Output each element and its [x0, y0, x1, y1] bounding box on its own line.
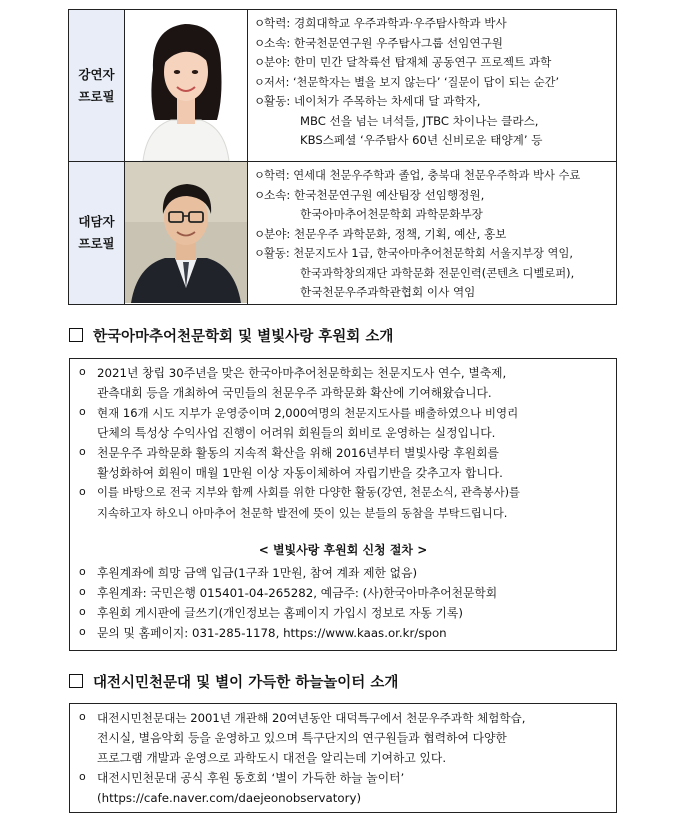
checkbox-square-icon: [69, 328, 83, 342]
info-value: 네이처가 주목하는 차세대 달 과학자,: [294, 94, 481, 108]
speaker-info-line: ㅇ학력: 경희대학교 우주과학과·우주탐사학과 박사: [254, 16, 507, 30]
section1-line: 단체의 특성상 수익사업 진행이 어려워 회원들의 회비로 운영하는 실정입니다.: [97, 426, 496, 440]
interviewer-photo: [125, 162, 248, 304]
speaker-photo: [125, 10, 248, 161]
speaker-info-line: ㅇ활동: 네이처가 주목하는 차세대 달 과학자,: [254, 94, 481, 108]
info-value: 한국천문연구원 예산팀장 선임행정원,: [294, 187, 485, 202]
info-key: 활동:: [264, 247, 290, 260]
info-key: 학력:: [264, 16, 291, 30]
section2-line: 프로그램 개발과 운영으로 과학도시 대전을 알리는데 기여하고 있다.: [97, 751, 447, 765]
procedure-line: 후원계좌: 국민은행 015401-04-265282, 예금주: (사)한국아마추어천문학회: [97, 586, 498, 600]
interviewer-label-line1: 대담자: [78, 214, 115, 229]
section2-heading: [69, 671, 398, 692]
section1-line: 관측대회 등을 개최하여 국민들의 천문우주 과학문화 확산에 기여해왔습니다.: [97, 386, 492, 400]
speaker-info-line: ㅇ분야: 한미 민간 달착륙선 탑재체 공동연구 프로젝트 과학: [254, 55, 552, 69]
section1-heading-text: 한국아마추어천문학회 및 별빛사랑 후원회 소개: [93, 329, 394, 345]
info-value: 경희대학교 우주과학과·우주탐사학과 박사: [294, 16, 507, 30]
info-key: 소속:: [264, 35, 291, 50]
speaker-label-line2: 프로필: [78, 88, 115, 104]
speaker-profile-row: [69, 10, 616, 162]
checkbox-square-icon: [69, 674, 83, 688]
section2-line: 대전시민천문대는 2001년 개관해 20여년동안 대덕특구에서 천문우주과학 체험학습,: [97, 711, 526, 725]
info-value: 천문지도사 1급, 한국아마추어천문학회 서울지부장 역임,: [293, 247, 573, 260]
speaker-info-line: ㅇ소속: 한국천문연구원 우주탐사그룹 선임연구원: [254, 35, 503, 50]
section1-heading: [69, 325, 393, 346]
section1-line: 2021년 창립 30주년을 맞은 한국아마추어천문학회는 천문지도사 연수, 별축제,: [97, 366, 507, 380]
interviewer-portrait-image: [125, 162, 247, 303]
bullet-icon: o: [79, 485, 86, 498]
interviewer-info-line: 한국천문우주과학관협회 이사 역임: [300, 285, 476, 299]
procedure-line: 후원계좌에 희망 금액 입금(1구좌 1만원, 참여 계좌 제한 없음): [97, 566, 418, 580]
speaker-portrait-image: [125, 10, 247, 161]
bullet-icon: o: [79, 565, 86, 578]
section2-box: [69, 703, 617, 813]
info-value: 한국천문연구원 우주탐사그룹 선임연구원: [294, 35, 503, 50]
bullet-icon: o: [79, 585, 86, 598]
bullet-icon: o: [79, 710, 86, 723]
interviewer-info-line: ㅇ소속: 한국천문연구원 예산팀장 선임행정원,: [254, 187, 485, 202]
interviewer-profile-row: [69, 162, 616, 304]
bullet-icon: o: [79, 625, 86, 638]
bullet-icon: o: [79, 605, 86, 618]
interviewer-info-line: 한국아마추어천문학회 과학문화부장: [300, 207, 483, 221]
section2-line: 대전시민천문대 공식 후원 동호회 ‘별이 가득한 하늘 놀이터’: [97, 771, 405, 785]
section1-box: [69, 358, 617, 651]
section1-line: 이를 바탕으로 전국 지부와 함께 사회를 위한 다양한 활동(강연, 천문소식, 관측봉사)를: [97, 486, 520, 499]
speaker-info-line: KBS스페셜 ‘우주탐사 60년 신비로운 태양계’ 등: [300, 133, 543, 147]
section2-heading-text: 대전시민천문대 및 별이 가득한 하늘놀이터 소개: [93, 675, 399, 691]
info-key: 활동:: [264, 94, 291, 108]
info-key: 분야:: [264, 55, 291, 69]
info-key: 분야:: [264, 226, 291, 241]
info-key: 학력:: [264, 169, 290, 182]
interviewer-info-line: ㅇ학력: 연세대 천문우주학과 졸업, 충북대 천문우주학과 박사 수료: [254, 169, 581, 182]
info-value: 천문우주 과학문화, 정책, 기획, 예산, 홍보: [294, 226, 507, 241]
speaker-label-line1: 강연자: [78, 66, 115, 82]
interviewer-info-line: ㅇ분야: 천문우주 과학문화, 정책, 기획, 예산, 홍보: [254, 226, 507, 241]
interviewer-info-line: 한국과학창의재단 과학문화 전문인력(콘텐츠 디벨로퍼),: [300, 266, 575, 280]
section1-line: 활성화하여 회원이 매월 1만원 이상 자동이체하여 자립기반을 갖추고자 합니다.: [97, 466, 503, 480]
bullet-icon: o: [79, 365, 86, 378]
bullet-icon: o: [79, 445, 86, 458]
section2-line: 전시실, 별음악회 등을 운영하고 있으며 특구단지의 연구원들과 협력하여 다양한: [97, 731, 507, 745]
interviewer-info: [248, 162, 616, 304]
cafe-link[interactable]: (https://cafe.naver.com/daejeonobservatory): [97, 791, 362, 805]
section1-line: 천문우주 과학문화 활동의 지속적 확산을 위해 2016년부터 별빛사랑 후원회를: [97, 446, 499, 460]
bullet-icon: o: [79, 405, 86, 418]
info-value: 연세대 천문우주학과 졸업, 충북대 천문우주학과 박사 수료: [293, 169, 581, 182]
info-key: 저서:: [264, 75, 290, 89]
speaker-info-line: ㅇ저서: ‘천문학자는 별을 보지 않는다’ ‘질문이 답이 되는 순간’: [254, 75, 560, 89]
info-value: 한미 민간 달착륙선 탑재체 공동연구 프로젝트 과학: [294, 55, 552, 69]
info-value: ‘천문학자는 별을 보지 않는다’ ‘질문이 답이 되는 순간’: [292, 75, 560, 89]
interviewer-info-line: ㅇ활동: 천문지도사 1급, 한국아마추어천문학회 서울지부장 역임,: [254, 247, 573, 260]
procedure-line: 후원회 게시판에 글쓰기(개인정보는 홈페이지 가입시 정보로 자동 기록): [97, 606, 463, 620]
section1-line: 지속하고자 하오니 아마추어 천문학 발전에 뜻이 있는 분들의 동참을 부탁드립니다.: [97, 506, 508, 520]
procedure-title: < 별빛사랑 후원회 신청 절차 >: [258, 543, 428, 557]
info-key: 소속:: [264, 187, 291, 202]
procedure-line: 문의 및 홈페이지: 031-285-1178, https://www.kaas.or.kr/spon: [97, 626, 447, 640]
bullet-icon: o: [79, 770, 86, 783]
interviewer-label-cell: [69, 162, 125, 304]
section1-line: 현재 16개 시도 지부가 운영중이며 2,000여명의 천문지도사를 배출하였으나 비영리: [97, 406, 519, 420]
speaker-info-line: MBC 선을 넘는 녀석들, JTBC 차이나는 클라스,: [300, 113, 539, 128]
speaker-label-cell: [69, 10, 125, 161]
profile-table: [68, 9, 617, 305]
speaker-info: [248, 10, 616, 161]
interviewer-label-line2: 프로필: [78, 236, 115, 251]
